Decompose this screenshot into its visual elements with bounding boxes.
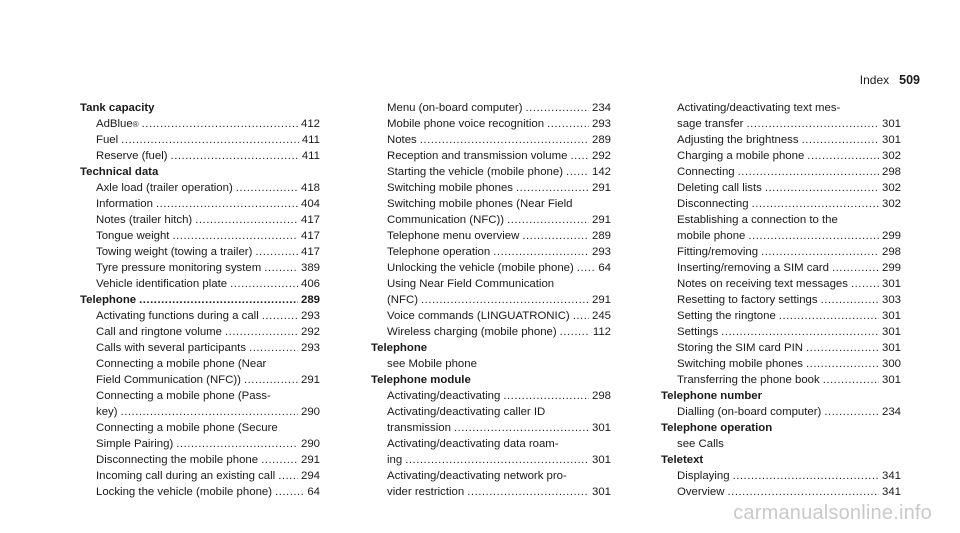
dot-leader — [721, 324, 879, 340]
index-subentry — [661, 372, 901, 388]
entry-text: Charging a mobile phone — [677, 150, 805, 162]
page-ref: 389 — [300, 262, 320, 274]
entry-text: key) — [96, 406, 118, 418]
dot-leader — [824, 404, 879, 420]
index-subentry — [80, 212, 320, 228]
dot-leader — [249, 340, 298, 356]
index-column-2 — [371, 100, 611, 500]
index-heading: Telephone operation — [661, 422, 773, 434]
page-ref: 292 — [300, 326, 320, 338]
dot-leader — [405, 452, 589, 468]
entry-row — [387, 420, 611, 436]
index-subentry — [371, 116, 611, 132]
index-subentry — [371, 244, 611, 260]
index-subentry — [371, 180, 611, 196]
dot-leader — [503, 388, 589, 404]
index-column-3 — [661, 100, 901, 500]
dot-leader — [821, 292, 879, 308]
page-ref: 302 — [881, 182, 901, 194]
entry-text: Calls with several participants — [96, 342, 247, 354]
page-ref: 293 — [591, 246, 611, 258]
entry-row — [387, 212, 611, 228]
dot-leader — [275, 484, 304, 500]
see-reference: see Mobile phone — [387, 358, 477, 370]
entry-row — [96, 404, 320, 420]
page-ref: 301 — [881, 342, 901, 354]
entry-text: Settings — [677, 326, 719, 338]
dot-leader — [851, 276, 879, 292]
dot-leader — [738, 164, 879, 180]
page-ref: 301 — [591, 422, 611, 434]
index-subentry — [80, 244, 320, 260]
page-ref: 142 — [591, 166, 611, 178]
index-subentry — [371, 308, 611, 324]
dot-leader — [570, 148, 589, 164]
page-number: 509 — [899, 73, 920, 87]
index-heading: Telephone — [371, 342, 428, 354]
entry-text: AdBlue — [96, 118, 133, 130]
entry-text: sage transfer — [677, 118, 744, 130]
index-subentry — [661, 404, 901, 420]
entry-text: Reception and transmission volume — [387, 150, 568, 162]
page-ref: 293 — [591, 118, 611, 130]
page-ref: 299 — [881, 230, 901, 242]
page-ref: 64 — [598, 262, 611, 274]
entry-text: Fitting/removing — [677, 246, 759, 258]
index-subentry — [371, 164, 611, 180]
dot-leader — [421, 292, 589, 308]
dot-leader — [547, 116, 589, 132]
entry-row — [387, 292, 611, 308]
entry-text: Vehicle identification plate — [96, 278, 228, 290]
page-ref: 293 — [300, 342, 320, 354]
page-ref: 417 — [300, 214, 320, 226]
dot-leader — [802, 132, 879, 148]
dot-leader — [278, 468, 298, 484]
dot-leader — [560, 324, 590, 340]
dot-leader — [746, 116, 879, 132]
entry-text-line: Connecting a mobile phone (Secure — [96, 422, 278, 434]
dot-leader — [230, 276, 298, 292]
section-title: Index — [859, 73, 890, 87]
entry-row — [387, 452, 611, 468]
index-subentry — [80, 260, 320, 276]
index-subentry — [661, 340, 901, 356]
page-ref: 300 — [881, 358, 901, 370]
dot-leader — [733, 468, 879, 484]
page-ref: 112 — [592, 326, 611, 338]
entry-text: Notes (trailer hitch) — [96, 214, 193, 226]
entry-text-line: Switching mobile phones (Near Field — [387, 198, 573, 210]
index-subentry — [80, 468, 320, 484]
entry-text: Telephone operation — [387, 246, 491, 258]
page-header — [860, 73, 920, 87]
entry-text: transmission — [387, 422, 451, 434]
page-ref: 301 — [591, 486, 611, 498]
index-subentry — [661, 324, 901, 340]
index-subentry — [80, 180, 320, 196]
entry-text-line: Activating/deactivating text mes- — [677, 102, 841, 114]
page-ref: 294 — [300, 470, 320, 482]
entry-text: Adjusting the brightness — [677, 134, 799, 146]
dot-leader — [526, 100, 589, 116]
dot-leader — [573, 308, 589, 324]
index-subentry — [371, 436, 611, 468]
watermark: carmanualsonline.info — [733, 502, 932, 524]
page-ref: 290 — [300, 406, 320, 418]
dot-leader — [172, 228, 298, 244]
index-subentry — [80, 196, 320, 212]
dot-leader — [176, 436, 298, 452]
dot-leader — [454, 420, 589, 436]
page-ref: 404 — [300, 198, 320, 210]
index-subentry — [80, 452, 320, 468]
entry-text: Unlocking the vehicle (mobile phone) — [387, 262, 574, 274]
page-ref: 301 — [881, 326, 901, 338]
entry-text: Telephone — [80, 294, 137, 306]
dot-leader — [420, 132, 589, 148]
dot-leader — [261, 452, 298, 468]
entry-text-line: Activating/deactivating network pro- — [387, 470, 567, 482]
page-ref: 302 — [881, 150, 901, 162]
index-column-1 — [80, 100, 320, 500]
page-ref: 303 — [881, 294, 901, 306]
entry-text: mobile phone — [677, 230, 746, 242]
entry-text: Axle load (trailer operation) — [96, 182, 233, 194]
index-subentry — [371, 196, 611, 228]
entry-row — [387, 484, 611, 500]
entry-row — [96, 436, 320, 452]
page-ref: 293 — [300, 310, 320, 322]
page-ref: 298 — [591, 390, 611, 402]
entry-text-line: Activating/deactivating caller ID — [387, 406, 546, 418]
dot-leader — [262, 308, 298, 324]
index-heading: Technical data — [80, 166, 159, 178]
index-subentry — [661, 196, 901, 212]
page-ref: 301 — [591, 454, 611, 466]
index-subentry — [371, 324, 611, 340]
entry-text: Simple Pairing) — [96, 438, 174, 450]
entry-text-line: Connecting a mobile phone (Pass- — [96, 390, 271, 402]
entry-text: Telephone menu overview — [387, 230, 520, 242]
dot-leader — [823, 372, 879, 388]
dot-leader — [264, 260, 298, 276]
entry-text: Setting the ringtone — [677, 310, 776, 322]
page-ref: 291 — [591, 214, 611, 226]
index-subentry — [80, 356, 320, 388]
index-subentry — [80, 340, 320, 356]
entry-text: Starting the vehicle (mobile phone) — [387, 166, 564, 178]
entry-text: Voice commands (LINGUATRONIC) — [387, 310, 570, 322]
index-subentry — [80, 276, 320, 292]
dot-leader — [121, 404, 298, 420]
dot-leader — [156, 196, 298, 212]
index-subentry — [661, 100, 901, 132]
page-ref: 292 — [591, 150, 611, 162]
page-ref: 406 — [300, 278, 320, 290]
page-ref: 301 — [881, 134, 901, 146]
dot-leader — [752, 196, 879, 212]
entry-text: Resetting to factory settings — [677, 294, 818, 306]
dot-leader — [516, 180, 589, 196]
entry-row — [96, 372, 320, 388]
entry-text: Storing the SIM card PIN — [677, 342, 803, 354]
page-ref: 245 — [591, 310, 611, 322]
dot-leader — [121, 132, 299, 148]
dot-leader — [522, 228, 589, 244]
entry-text: Switching mobile phones — [387, 182, 514, 194]
entry-text: Tongue weight — [96, 230, 170, 242]
dot-leader — [244, 372, 298, 388]
dot-leader — [139, 292, 298, 308]
page-ref: 291 — [591, 294, 611, 306]
entry-text-line: Connecting a mobile phone (Near — [96, 358, 267, 370]
page-ref: 64 — [307, 486, 320, 498]
index-subentry — [661, 484, 901, 500]
dot-leader — [765, 180, 879, 196]
index-heading: Tank capacity — [80, 102, 155, 114]
entry-text: Towing weight (towing a trailer) — [96, 246, 253, 258]
dot-leader — [507, 212, 589, 228]
index-subentry — [661, 148, 901, 164]
entry-text: ing — [387, 454, 403, 466]
page-ref: 301 — [881, 374, 901, 386]
page-ref: 417 — [300, 230, 320, 242]
dot-leader — [255, 244, 298, 260]
entry-text: Notes — [387, 134, 417, 146]
dot-leader — [806, 340, 879, 356]
page-ref: 411 — [301, 134, 320, 146]
page-ref: 234 — [881, 406, 901, 418]
entry-row — [677, 228, 901, 244]
entry-text: Transferring the phone book — [677, 374, 820, 386]
entry-text: Menu (on-board computer) — [387, 102, 523, 114]
index-subentry — [661, 260, 901, 276]
index-subentry — [371, 260, 611, 276]
entry-text: Disconnecting the mobile phone — [96, 454, 259, 466]
index-heading — [80, 292, 320, 308]
dot-leader — [806, 356, 879, 372]
index-subentry — [371, 404, 611, 436]
entry-text: Connecting — [677, 166, 735, 178]
dot-leader — [493, 244, 589, 260]
dot-leader — [236, 180, 298, 196]
index-subentry — [661, 244, 901, 260]
entry-text: Incoming call during an existing call — [96, 470, 276, 482]
page-ref: 341 — [881, 486, 901, 498]
dot-leader — [779, 308, 879, 324]
index-subentry — [661, 180, 901, 196]
dot-leader — [727, 484, 879, 500]
page-ref: 299 — [881, 262, 901, 274]
page-ref: 298 — [881, 246, 901, 258]
page-ref: 301 — [881, 278, 901, 290]
page-ref: 291 — [591, 182, 611, 194]
entry-text: Information — [96, 198, 153, 210]
index-subentry — [80, 484, 320, 500]
index-subentry — [371, 148, 611, 164]
entry-text-line: Establishing a connection to the — [677, 214, 838, 226]
entry-row — [677, 116, 901, 132]
page-ref: 289 — [300, 294, 320, 306]
page-ref: 289 — [591, 230, 611, 242]
entry-text: Notes on receiving text messages — [677, 278, 848, 290]
entry-text: Inserting/removing a SIM card — [677, 262, 829, 274]
index-subentry — [661, 212, 901, 244]
index-subentry — [80, 388, 320, 420]
page-ref: 289 — [591, 134, 611, 146]
index-heading: Teletext — [661, 454, 704, 466]
entry-text: Field Communication (NFC)) — [96, 374, 241, 386]
see-reference: see Calls — [677, 438, 724, 450]
page-ref: 412 — [300, 118, 320, 130]
page-ref: 291 — [300, 374, 320, 386]
index-subentry — [371, 100, 611, 116]
page-ref: 418 — [300, 182, 320, 194]
entry-text: Call and ringtone volume — [96, 326, 223, 338]
index-subentry — [661, 356, 901, 372]
index-subentry — [80, 308, 320, 324]
entry-text: Switching mobile phones — [677, 358, 804, 370]
entry-text: Displaying — [677, 470, 730, 482]
dot-leader — [195, 212, 298, 228]
entry-text: Communication (NFC)) — [387, 214, 505, 226]
index-subentry — [80, 324, 320, 340]
index-subentry — [80, 228, 320, 244]
page-ref: 290 — [300, 438, 320, 450]
index-subentry — [661, 308, 901, 324]
index-subentry — [661, 276, 901, 292]
index-subentry — [661, 468, 901, 484]
entry-text: Mobile phone voice recognition — [387, 118, 545, 130]
index-subentry — [371, 276, 611, 308]
entry-text: Disconnecting — [677, 198, 749, 210]
index-subentry — [371, 132, 611, 148]
index-heading: Telephone number — [661, 390, 763, 402]
page-ref: 291 — [300, 454, 320, 466]
page-ref: 417 — [300, 246, 320, 258]
index-subentry: AdBlue ® ..... 412 — [80, 116, 320, 132]
dot-leader — [832, 260, 879, 276]
index-subentry — [371, 388, 611, 404]
page-ref: 301 — [881, 310, 901, 322]
entry-text: Reserve (fuel) — [96, 150, 168, 162]
dot-leader — [761, 244, 879, 260]
dot-leader — [566, 164, 589, 180]
index-subentry — [661, 132, 901, 148]
entry-text: Overview — [677, 486, 725, 498]
entry-text: Fuel — [96, 134, 119, 146]
entry-text-line: Using Near Field Communication — [387, 278, 555, 290]
index-subentry — [371, 228, 611, 244]
index-subentry — [80, 132, 320, 148]
entry-text-line: Activating/deactivating data roam- — [387, 438, 559, 450]
entry-text: Wireless charging (mobile phone) — [387, 326, 557, 338]
entry-text: Dialling (on-board computer) — [677, 406, 822, 418]
page-ref: 302 — [881, 198, 901, 210]
index-subentry — [371, 468, 611, 500]
page-ref: 301 — [881, 118, 901, 130]
dot-leader — [807, 148, 879, 164]
entry-text: Activating functions during a call — [96, 310, 259, 322]
page-ref: 298 — [881, 166, 901, 178]
dot-leader — [225, 324, 298, 340]
entry-text: vider restriction — [387, 486, 465, 498]
index-heading: Telephone module — [371, 374, 471, 386]
index-subentry — [661, 292, 901, 308]
entry-text: Activating/deactivating — [387, 390, 501, 402]
index-subentry — [661, 164, 901, 180]
dot-leader — [467, 484, 589, 500]
page-ref: 341 — [881, 470, 901, 482]
dot-leader — [171, 148, 299, 164]
entry-text: Locking the vehicle (mobile phone) — [96, 486, 273, 498]
entry-text: Deleting call lists — [677, 182, 762, 194]
index-subentry — [80, 148, 320, 164]
dot-leader — [577, 260, 596, 276]
dot-leader — [142, 116, 298, 132]
dot-leader — [748, 228, 879, 244]
entry-text: (NFC) — [387, 294, 418, 306]
index-subentry — [80, 420, 320, 452]
page-ref: 411 — [301, 150, 320, 162]
entry-text: Tyre pressure monitoring system — [96, 262, 262, 274]
page-ref: 234 — [591, 102, 611, 114]
